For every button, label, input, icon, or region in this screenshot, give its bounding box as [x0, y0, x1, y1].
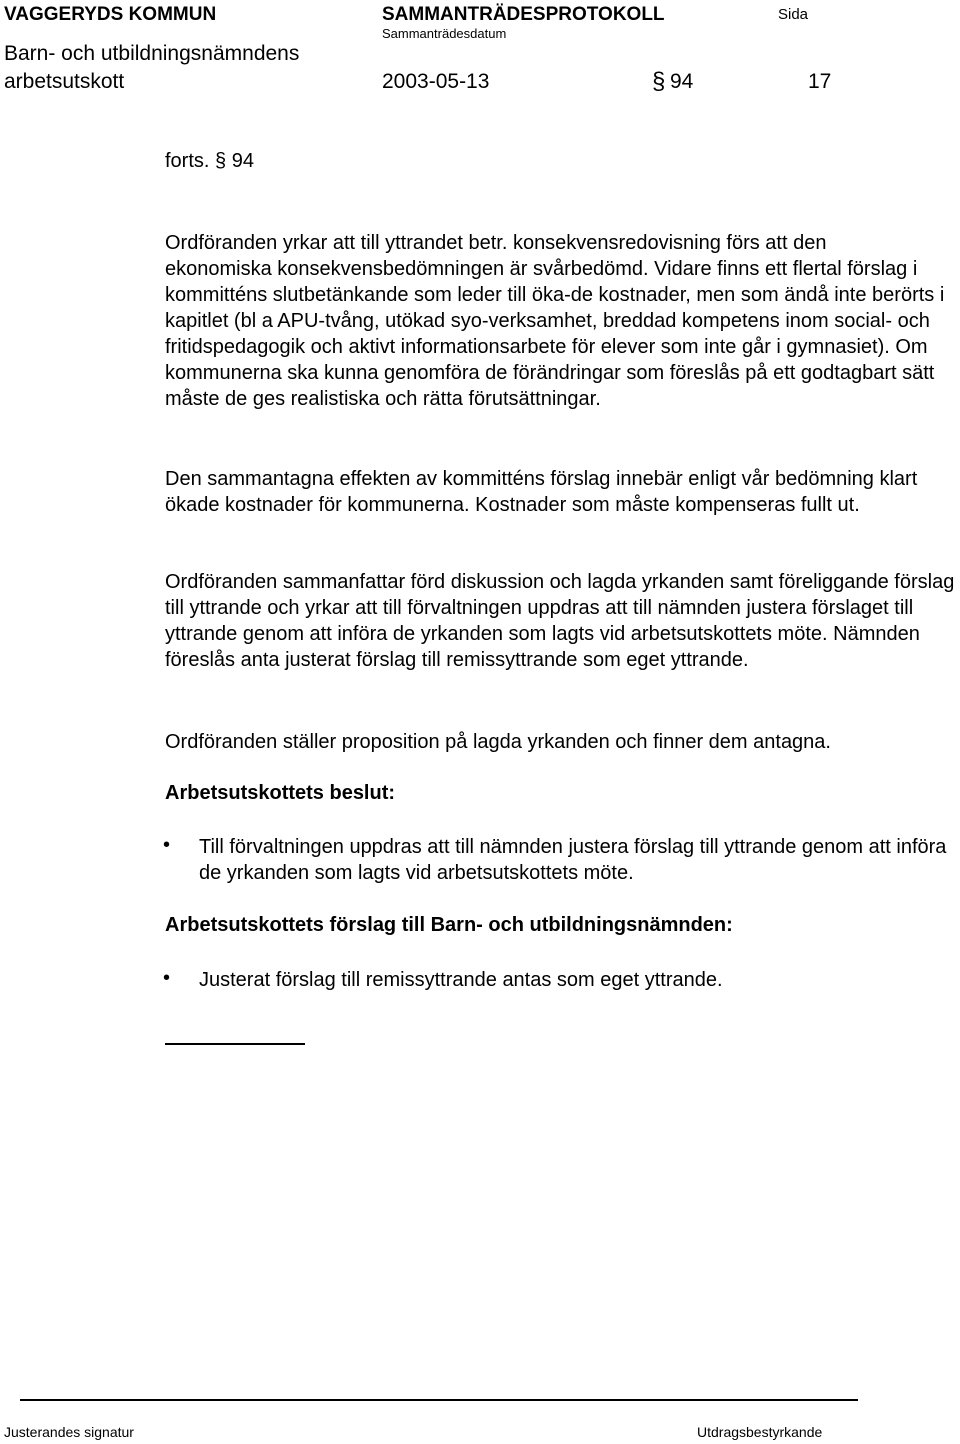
- paragraph-1-rest: ekonomiska konsekvensbedömningen är svårbedömd. Vidare finns ett flertal förslag i kommitténs slutbetänkande som leder till öka-de kostnader, men som ändå inte berörts i kapitlet (bl a APU-tvång, utökad syo-verksamhet, breddad kompetens inom social- och fritidspedagogik och aktivt informationsarbete för elever som inte går i gymnasiet). Om kommunerna ska kunna genomföra de förändringar som föreslås på ett godtagbart sätt måste de ges realistiska och rätta förutsättningar.: [165, 258, 945, 410]
- date-label: Sammanträdesdatum: [382, 26, 507, 41]
- committee-line2: arbetsutskott: [4, 70, 125, 93]
- paragraph-1-line1: Ordföranden yrkar att till yttrandet betr. konsekvensredovisning förs att den: [165, 232, 827, 254]
- committee-line1: Barn- och utbildningsnämndens: [4, 42, 300, 65]
- proposal-heading: Arbetsutskottets förslag till Barn- och utbildningsnämnden:: [165, 914, 733, 936]
- signature-label: Justerandes signatur: [4, 1424, 134, 1440]
- doc-type: SAMMANTRÄDESPROTOKOLL: [382, 4, 665, 25]
- page-number: 17: [808, 70, 832, 93]
- proposal-bullet: Justerat förslag till remissyttrande antas som eget yttrande.: [199, 969, 723, 991]
- bullet-icon: •: [163, 834, 171, 856]
- org-name: VAGGERYDS KOMMUN: [4, 4, 217, 25]
- paragraph-1: [165, 230, 955, 412]
- end-rule: [165, 1043, 305, 1045]
- extract-certification-label: Utdragsbestyrkande: [697, 1424, 823, 1440]
- footer-rule: [20, 1399, 858, 1401]
- bullet-icon: •: [163, 967, 171, 989]
- paragraph-2: Den sammantagna effekten av kommitténs förslag innebär enligt vår bedömning klart ökade kostnader för kommunerna. Kostnader som måste kompenseras fullt ut.: [165, 468, 918, 516]
- decision-bullet: Till förvaltningen uppdras att till nämnden justera förslag till yttrande genom att införa de yrkanden som lagts vid arbetsutskottets möte.: [199, 836, 947, 884]
- paragraph-3: Ordföranden sammanfattar förd diskussion och lagda yrkanden samt föreliggande förslag till yttrande och yrkar att till förvaltningen uppdras att till nämnden justera förslaget till yttrande genom att införa de yrkanden som lagts vid arbetsutskottets möte. Nämnden föreslås anta justerat förslag till remissyttrande som eget yttrande.: [165, 571, 955, 671]
- continuation-label: forts. § 94: [165, 150, 254, 172]
- section-symbol: §: [652, 68, 666, 95]
- paragraph-4: Ordföranden ställer proposition på lagda yrkanden och finner dem antagna.: [165, 731, 831, 753]
- page-label: Sida: [778, 6, 809, 23]
- section-number: 94: [670, 70, 694, 93]
- decision-heading: Arbetsutskottets beslut:: [165, 782, 396, 804]
- meeting-date: 2003-05-13: [382, 70, 490, 93]
